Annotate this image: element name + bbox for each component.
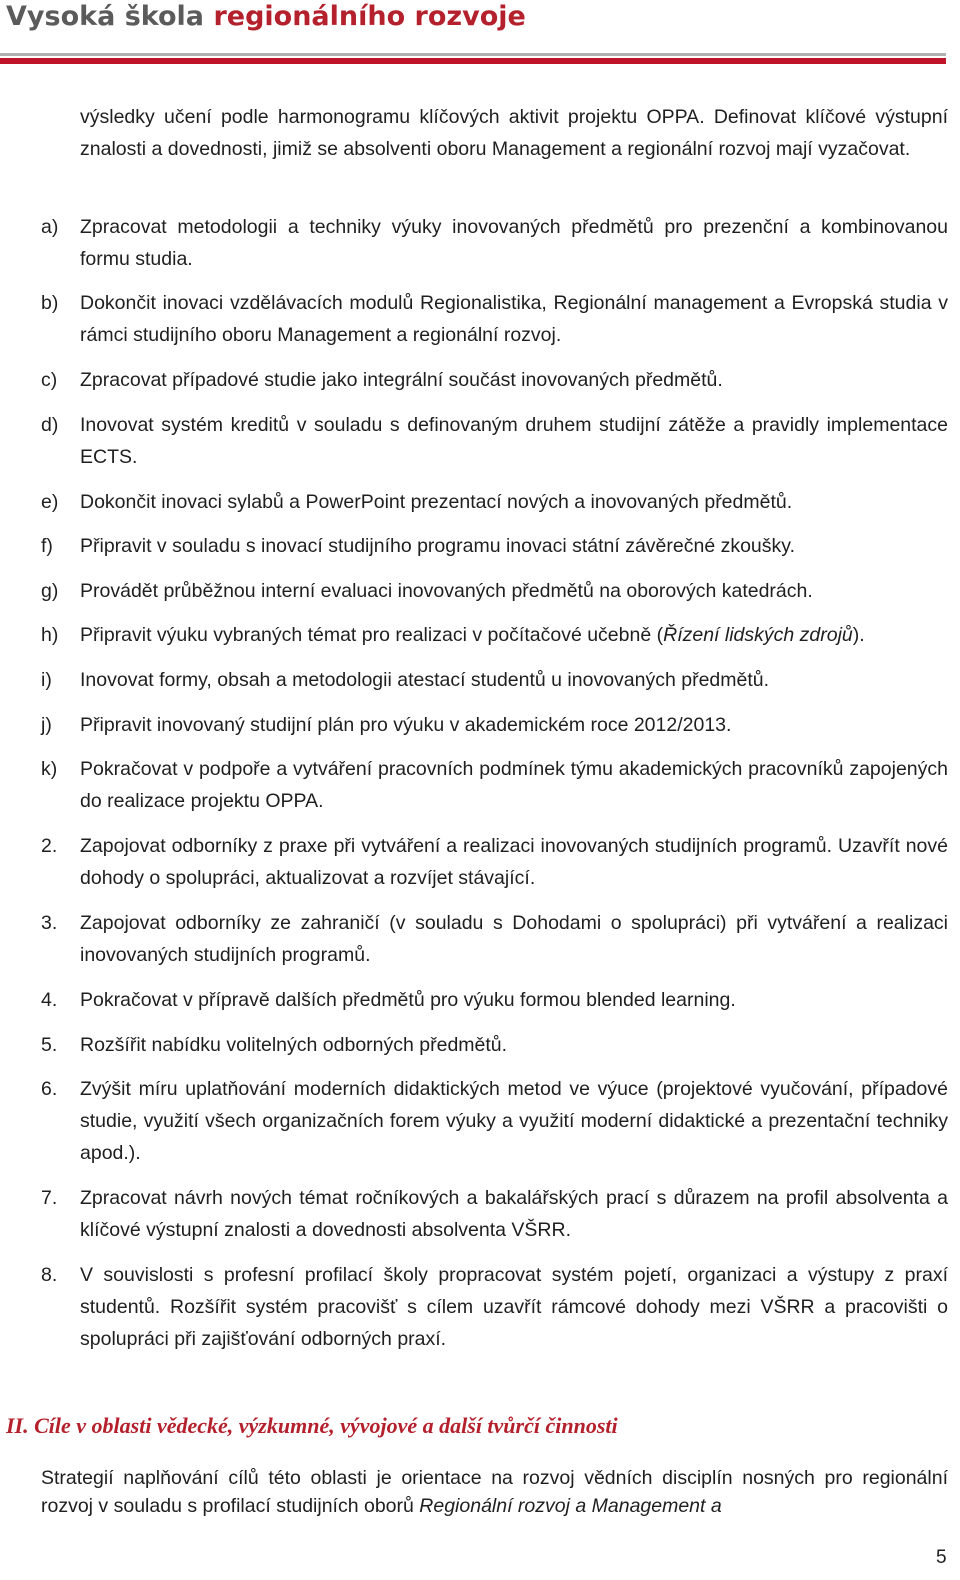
list-item-text: Pokračovat v přípravě dalších předmětů pro výuku formou blended learning. — [80, 989, 736, 1011]
list-item-text: Dokončit inovaci vzdělávacích modulů Regionalistika, Regionální management a Evropská studia v rámci studijního oboru Management a regionální rozvoj. — [80, 292, 948, 346]
list-marker: 6. — [41, 1078, 58, 1100]
list-item-text-italic: Řízení lidských zdrojů — [663, 624, 853, 646]
section-paragraph — [41, 1464, 948, 1520]
list-item-text: V souvislosti s profesní profilací školy propracovat systém pojetí, organizaci a výstupy z praxí studentů. Rozšířit systém pracovišť s cílem uzavřít rámcové dohody mezi VŠRR a pracovišti o spolupráci při zajišťování odborných praxí. — [80, 1264, 948, 1350]
list-item-text: Inovovat systém kreditů v souladu s definovaným druhem studijní zátěže a pravidly implementace ECTS. — [80, 414, 948, 468]
list-marker: 8. — [41, 1264, 58, 1286]
list-marker: j) — [41, 714, 52, 736]
page-number: 5 — [936, 1547, 947, 1568]
list-marker: k) — [41, 758, 58, 780]
institution-name-part2: regionálního rozvoje — [213, 1, 526, 32]
list-marker: e) — [41, 491, 59, 513]
list-item-text: Rozšířit nabídku volitelných odborných předmětů. — [80, 1034, 508, 1056]
list-item-text: Zapojovat odborníky ze zahraničí (v souladu s Dohodami o spolupráci) při vytváření a realizaci inovovaných studijních programů. — [80, 912, 948, 966]
list-item-text-before: Připravit výuku vybraných témat pro realizaci v počítačové učebně ( — [80, 624, 664, 646]
list-item-text: Inovovat formy, obsah a metodologii atestací studentů u inovovaných předmětů. — [80, 669, 770, 691]
list-marker: f) — [41, 535, 53, 557]
list-item-text: Dokončit inovaci sylabů a PowerPoint prezentací nových a inovovaných předmětů. — [80, 491, 793, 513]
list-item-text: Připravit inovovaný studijní plán pro výuku v akademickém roce 2012/2013. — [80, 714, 732, 736]
list-marker: 5. — [41, 1034, 58, 1056]
list-item-text: Pokračovat v podpoře a vytváření pracovních podmínek týmu akademických pracovníků zapojených do realizace projektu OPPA. — [80, 758, 948, 812]
list-marker: b) — [41, 292, 59, 314]
list-item-text: Zpracovat metodologii a techniky výuky inovovaných předmětů pro prezenční a kombinovanou formu studia. — [80, 216, 948, 270]
list-marker: 4. — [41, 989, 58, 1011]
list-item-text: Provádět průběžnou interní evaluaci inovovaných předmětů na oborových katedrách. — [80, 580, 813, 602]
list-item-text: Připravit v souladu s inovací studijního programu inovaci státní závěrečné zkoušky. — [80, 535, 795, 557]
section-paragraph-text: Strategií naplňování cílů této oblasti je orientace na rozvoj vědních disciplín nosných pro regionální rozvoj v souladu s profilací studijních oborů — [41, 1467, 948, 1517]
list-marker: i) — [41, 669, 52, 691]
list-item-text — [80, 619, 948, 651]
institution-name-part1: Vysoká škola — [6, 1, 205, 32]
list-item-text: Zapojovat odborníky z praxe při vytváření a realizaci inovovaných studijních programů. Uzavřít nové dohody o spolupráci, aktualizovat a rozvíjet stávající. — [80, 835, 948, 889]
list-marker: h) — [41, 624, 59, 646]
list-marker: 7. — [41, 1187, 58, 1209]
list-marker: d) — [41, 414, 59, 436]
section-heading: II. Cíle v oblasti vědecké, výzkumné, vývojové a další tvůrčí činnosti — [6, 1413, 618, 1438]
list-item-text: Zpracovat případové studie jako integrální součást inovovaných předmětů. — [80, 369, 723, 391]
list-marker: g) — [41, 580, 59, 602]
intro-text: výsledky učení podle harmonogramu klíčových aktivit projektu OPPA. Definovat klíčové výstupní znalosti a dovednosti, jimiž se absolventi oboru Management a regionální rozvoj mají vyzačovat. — [80, 106, 948, 160]
list-marker: a) — [41, 216, 59, 238]
list-marker: 2. — [41, 835, 58, 857]
list-item-text-after: ). — [852, 624, 865, 646]
list-marker: 3. — [41, 912, 58, 934]
list-item-text: Zvýšit míru uplatňování moderních didaktických metod ve výuce (projektové vyučování, případové studie, využití všech organizačních forem výuky a využití moderní didaktické a prezentační techniky apod.). — [80, 1078, 948, 1164]
list-marker: c) — [41, 369, 58, 391]
list-item-text: Zpracovat návrh nových témat ročníkových a bakalářských prací s důrazem na profil absolventa a klíčové výstupní znalosti a dovednosti absolventa VŠRR. — [80, 1187, 948, 1241]
section-paragraph-italic: Regionální rozvoj a Management a — [419, 1495, 722, 1517]
